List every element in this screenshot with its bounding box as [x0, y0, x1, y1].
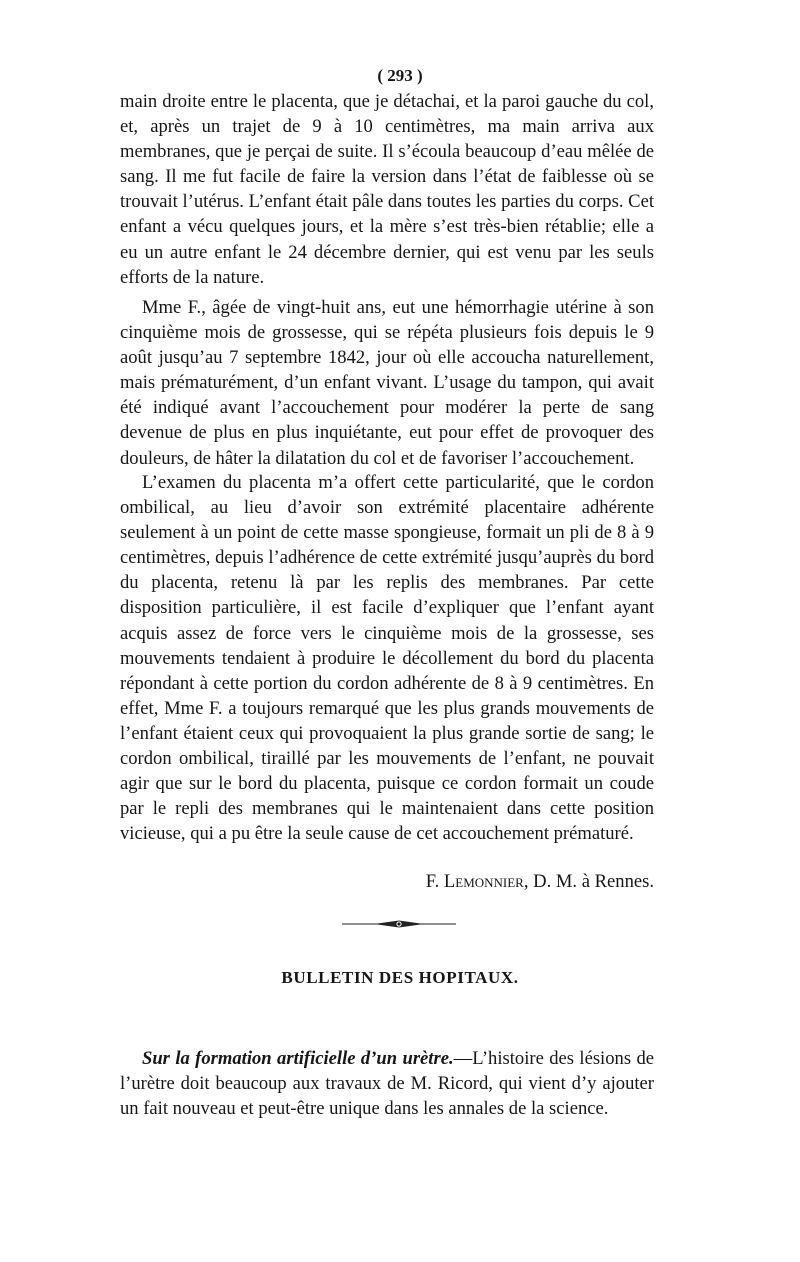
paragraph-placenta-examination [120, 470, 654, 846]
section-heading: BULLETIN DES HOPITAUX. [281, 968, 519, 987]
signature-affiliation: , D. M. à Rennes. [523, 871, 654, 892]
paragraph-continuation [120, 89, 654, 290]
divider-ornament [340, 916, 458, 932]
article-title: Sur la formation artificielle d’un urètre. [142, 1048, 454, 1069]
signature-surname: Lemonnier [443, 871, 524, 892]
signature-initial: F. [425, 871, 440, 892]
paragraph-text: L’examen du placenta m’a offert cette particularité, que le cordon ombilical, au lieu d’avoir son extrémité placentaire adhérente seulement à un point de cette masse spongieuse, formait un pli de 8 à 9 centimètres, depuis l’adhérence de cette extrémité jusqu’auprès du bord du placenta, retenu là par les replis des membranes. Par cette disposition particulière, il est facile d’expliquer que l’enfant ayant acquis assez de force vers le cinquième mois de la grossesse, ses mouvements tendaient à produire le décollement du bord du placenta répondant à cette portion du cordon adhérente de 8 à 9 centimètres. En effet, Mme F. a toujours remarqué que les plus grands mouvements de l’enfant étaient ceux qui provoquaient la plus grande sortie de sang; le cordon ombilical, tiraillé par les mouvements de l’enfant, ne pouvait agir que sur le bord du placenta, puisque ce cordon formait un coude par le repli des membranes qui le maintenaient dans cette position vicieuse, qui a pu être la seule cause de cet accouchement prématuré. [120, 472, 654, 845]
page-number: ( 293 ) [377, 66, 423, 85]
paragraph-case-description [120, 295, 654, 471]
paragraph-text: Mme F., âgée de vingt-huit ans, eut une hémorrhagie utérine à son cinquième mois de grossesse, qui se répéta plusieurs fois depuis le 9 août jusqu’au 7 septembre 1842, jour où elle accoucha naturellement, mais prématurément, d’un enfant vivant. L’usage du tampon, qui avait été indiqué avant l’accouchement pour modérer la perte de sang devenue de plus en plus inquiétante, eut pour effet de provoquer des douleurs, de hâter la dilatation du col et de favoriser l’accouchement. [120, 297, 654, 469]
author-signature [120, 869, 654, 894]
paragraph-text: main droite entre le placenta, que je détachai, et la paroi gauche du col, et, après un trajet de 9 à 10 centimètres, ma main arriva aux membranes, que je perçai de suite. Il s’écoula beaucoup d’eau mêlée de sang. Il me fut facile de faire la version dans l’état de faiblesse où se trouvait l’utérus. L’enfant était pâle dans toutes les parties du corps. Cet enfant a vécu quelques jours, et la mère s’est très-bien rétablie; elle a eu un autre enfant le 24 décembre dernier, qui est venu par les seuls efforts de la nature. [120, 91, 654, 288]
article-text: —L’histoire des lésions de l’urètre doit beaucoup aux travaux de M. Ricord, qui vient d’y ajouter un fait nouveau et peut-être unique dans les annales de la science. [120, 1048, 654, 1120]
paragraph-text [120, 1046, 654, 1121]
paragraph-section-intro [120, 1046, 654, 1121]
